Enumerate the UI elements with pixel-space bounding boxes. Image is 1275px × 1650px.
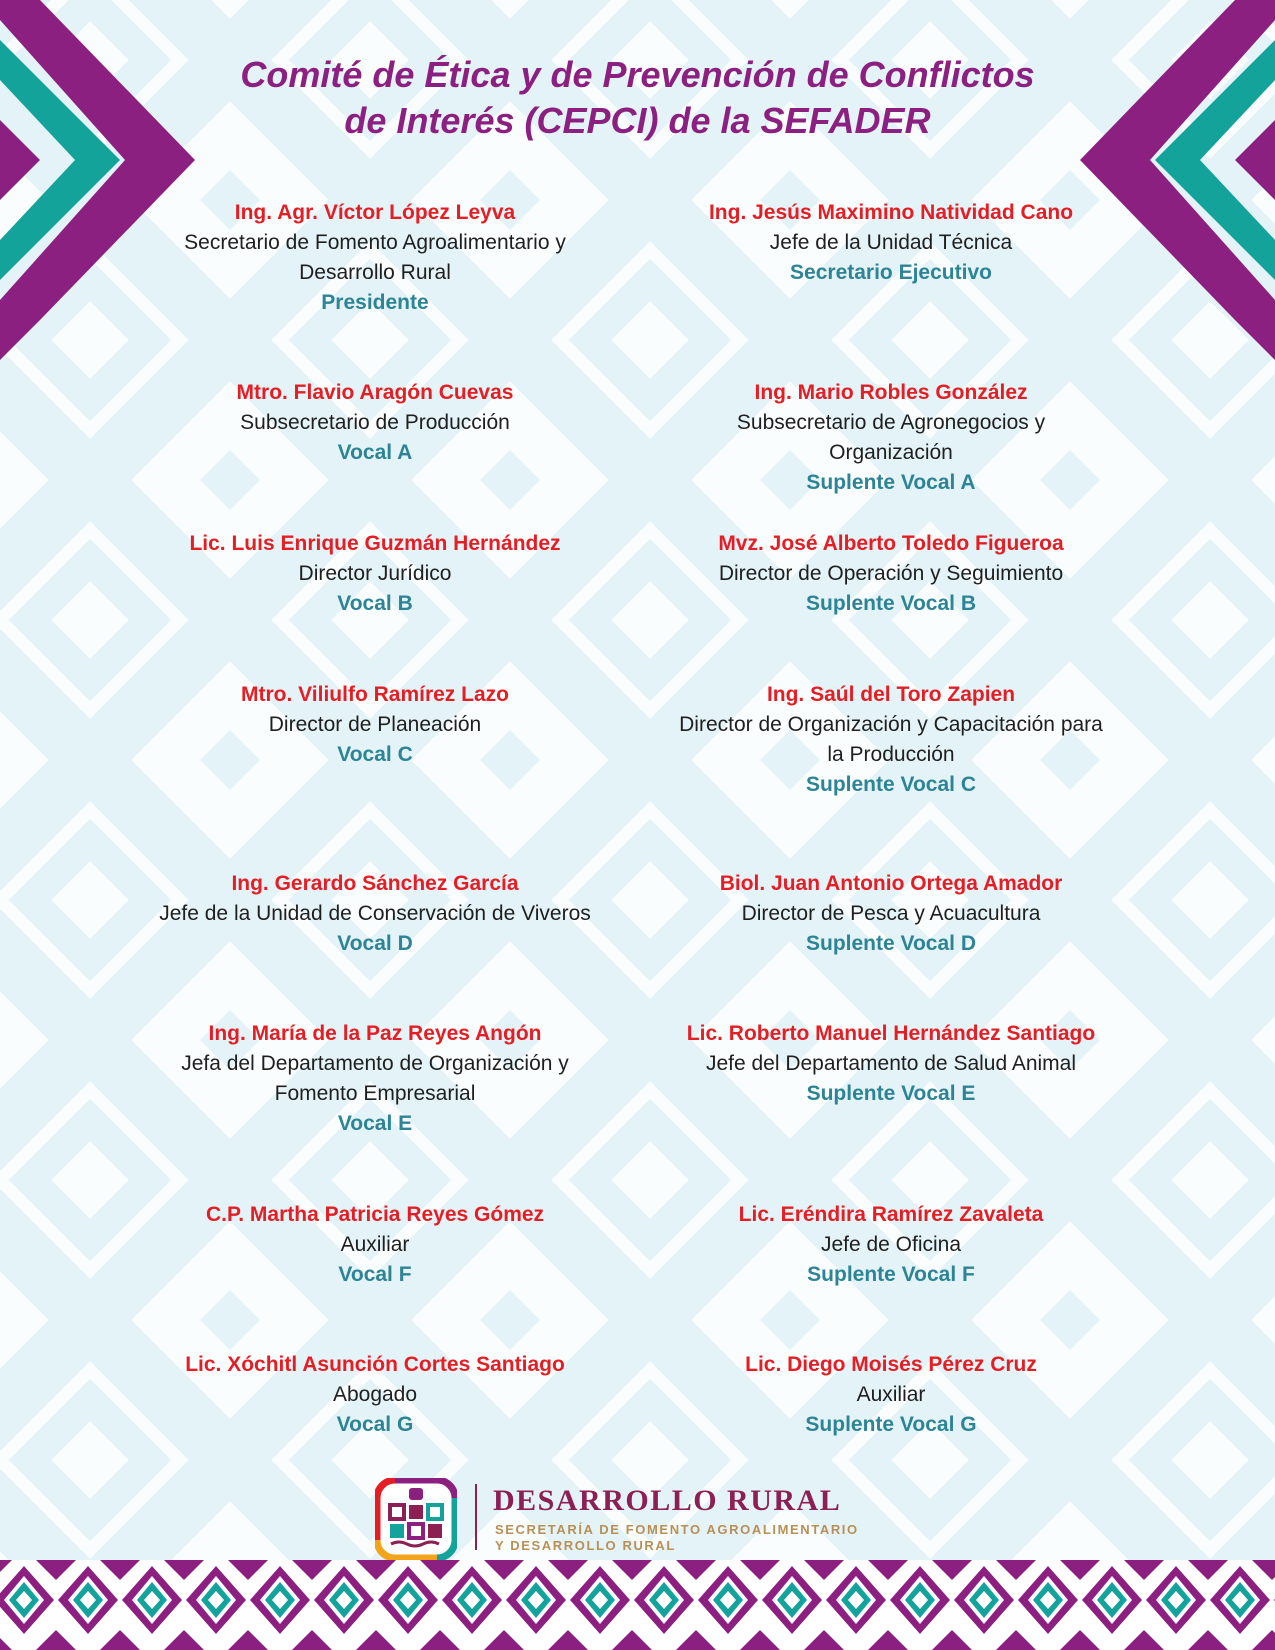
sefader-emblem-icon	[375, 1478, 457, 1560]
member-position: Secretario de Fomento Agroalimentario y	[184, 231, 566, 254]
org-name: DESARROLLO RURAL	[493, 1484, 842, 1517]
member-card-suplente-vocal-a	[641, 378, 1141, 498]
member-name: Lic. Eréndira Ramírez Zavaleta	[738, 1203, 1044, 1226]
member-role: Vocal C	[337, 743, 413, 766]
footer-logo	[375, 1474, 905, 1556]
page-title-line-2: de Interés (CEPCI) de la SEFADER	[344, 100, 931, 141]
org-subtitle-line-2: Y DESARROLLO RURAL	[495, 1538, 676, 1553]
member-position: Auxiliar	[340, 1233, 410, 1256]
member-card-suplente-vocal-g	[641, 1350, 1141, 1440]
member-card-vocal-c	[125, 680, 625, 770]
member-name: Ing. Saúl del Toro Zapien	[766, 683, 1016, 706]
member-card-suplente-vocal-c	[641, 680, 1141, 800]
member-role: Vocal F	[338, 1263, 412, 1286]
member-name: Mtro. Flavio Aragón Cuevas	[236, 381, 514, 404]
member-name: Ing. Gerardo Sánchez García	[231, 872, 519, 895]
member-card-vocal-d	[125, 869, 625, 959]
member-card-secretario-ejecutivo	[641, 198, 1141, 288]
member-card-vocal-a	[125, 378, 625, 468]
member-role: Suplente Vocal A	[806, 471, 976, 494]
member-name: Lic. Roberto Manuel Hernández Santiago	[686, 1022, 1096, 1045]
member-position: Abogado	[332, 1383, 418, 1406]
member-role: Suplente Vocal G	[805, 1413, 977, 1436]
member-name: Mvz. José Alberto Toledo Figueroa	[718, 532, 1064, 555]
member-position: Desarrollo Rural	[299, 261, 451, 284]
member-card-suplente-vocal-e	[641, 1019, 1141, 1109]
member-position: Jefe de la Unidad de Conservación de Viveros	[159, 902, 591, 925]
member-position: Jefe de Oficina	[820, 1233, 962, 1256]
member-name: Lic. Diego Moisés Pérez Cruz	[745, 1353, 1037, 1376]
member-position: Director de Organización y Capacitación para	[679, 713, 1103, 736]
member-role: Suplente Vocal F	[807, 1263, 975, 1286]
logo-divider	[475, 1484, 477, 1550]
page-title-line-1: Comité de Ética y de Prevención de Conflictos	[240, 54, 1035, 95]
page-title	[0, 52, 1275, 144]
member-name: Lic. Luis Enrique Guzmán Hernández	[189, 532, 561, 555]
member-role: Suplente Vocal B	[806, 592, 976, 615]
member-role: Suplente Vocal E	[806, 1082, 976, 1105]
member-role: Suplente Vocal C	[806, 773, 976, 796]
member-name: Biol. Juan Antonio Ortega Amador	[719, 872, 1063, 895]
member-position: la Producción	[827, 743, 955, 766]
bottom-diamond-band	[0, 1560, 1275, 1650]
member-position: Auxiliar	[856, 1383, 926, 1406]
org-subtitle-line-1: SECRETARÍA DE FOMENTO AGROALIMENTARIO	[495, 1522, 859, 1537]
member-position: Subsecretario de Agronegocios y	[736, 411, 1046, 434]
member-card-vocal-b	[125, 529, 625, 619]
member-role: Vocal A	[337, 441, 413, 464]
member-role: Suplente Vocal D	[806, 932, 976, 955]
member-name: Ing. María de la Paz Reyes Angón	[208, 1022, 542, 1045]
member-name: Lic. Xóchitl Asunción Cortes Santiago	[185, 1353, 565, 1376]
member-name: Ing. Agr. Víctor López Leyva	[234, 201, 516, 224]
member-position: Subsecretario de Producción	[240, 411, 510, 434]
member-name: Ing. Jesús Maximino Natividad Cano	[708, 201, 1074, 224]
member-role: Vocal E	[337, 1112, 413, 1135]
member-role: Presidente	[321, 291, 429, 314]
member-position: Jefe del Departamento de Salud Animal	[705, 1052, 1077, 1075]
member-role: Vocal G	[336, 1413, 414, 1436]
member-card-presidente	[125, 198, 625, 318]
member-position: Organización	[829, 441, 953, 464]
member-name: Mtro. Viliulfo Ramírez Lazo	[241, 683, 509, 706]
member-role: Secretario Ejecutivo	[790, 261, 992, 284]
member-card-suplente-vocal-f	[641, 1200, 1141, 1290]
member-name: C.P. Martha Patricia Reyes Gómez	[205, 1203, 545, 1226]
member-card-suplente-vocal-d	[641, 869, 1141, 959]
member-position: Director Jurídico	[298, 562, 452, 585]
member-position: Jefe de la Unidad Técnica	[769, 231, 1013, 254]
member-role: Vocal D	[337, 932, 413, 955]
member-card-vocal-g	[125, 1350, 625, 1440]
member-role: Vocal B	[337, 592, 413, 615]
member-position: Director de Operación y Seguimiento	[718, 562, 1064, 585]
member-position: Fomento Empresarial	[274, 1082, 476, 1105]
member-name: Ing. Mario Robles González	[754, 381, 1028, 404]
member-card-suplente-vocal-b	[641, 529, 1141, 619]
member-position: Director de Pesca y Acuacultura	[741, 902, 1041, 925]
member-card-vocal-f	[125, 1200, 625, 1290]
member-position: Jefa del Departamento de Organización y	[181, 1052, 569, 1075]
member-card-vocal-e	[125, 1019, 625, 1139]
member-position: Director de Planeación	[268, 713, 482, 736]
